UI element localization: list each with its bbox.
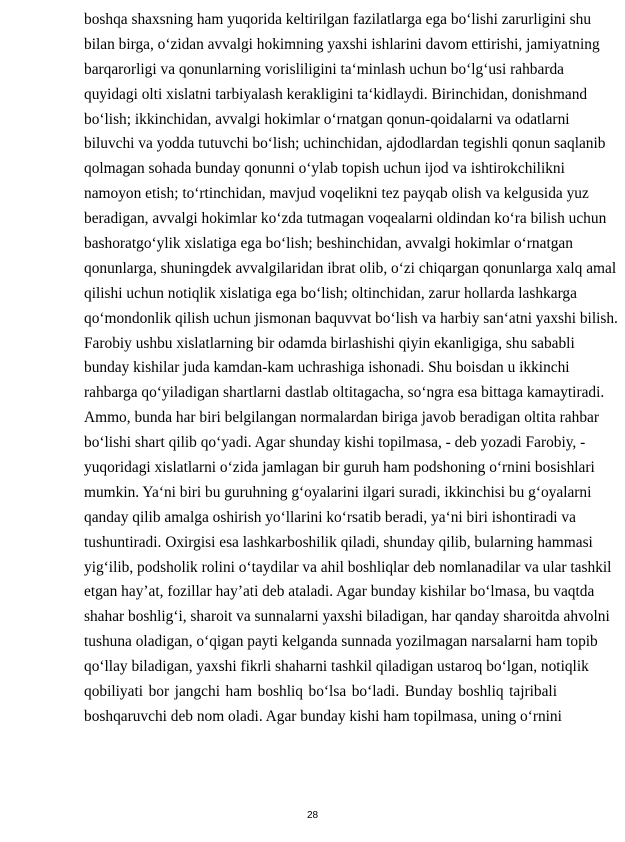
text-line: qo‘mondonlik qilish uchun jismonan baquvvat bo‘lish va harbiy san‘atni yaxshi bilish. — [84, 309, 618, 327]
text-line: qanday qilib amalga oshirish yo‘llarini ko‘rsatib beradi, ya‘ni biri ishontiradi va — [84, 508, 576, 526]
text-line: bilan birga, o‘zidan avvalgi hokimning yaxshi ishlarini davom ettirishi, jamiyatning — [84, 35, 600, 53]
text-line: tushuntiradi. Oxirgisi esa lashkarboshilik qiladi, shunday qilib, bularning hammasi — [84, 533, 593, 551]
text-line: qolmagan sohada bunday qonunni o‘ylab topish uchun ijod va ishtirokchilikni — [84, 160, 565, 178]
text-line: qo‘llay biladigan, yaxshi fikrli shaharni tashkil qiladigan ustaroq bo‘lgan, notiqlik — [84, 658, 589, 676]
text-line: boshqa shaxsning ham yuqorida keltirilgan fazilatlarga ega bo‘lishi zarurligini shu — [84, 11, 592, 28]
text-line: yig‘ilib, podsholik rolini o‘taydilar va ahil boshliqlar deb nomlanadilar va ular tashkil — [84, 558, 612, 576]
text-line: beradigan, avvalgi hokimlar ko‘zda tutmagan voqealarni oldindan ko‘ra bilish uchun — [84, 210, 607, 228]
page-number: 28 — [306, 810, 319, 821]
text-line: qobiliyati bor jangchi ham boshliq bo‘lsa bo‘ladi. Bunday boshliq tajribali — [84, 683, 557, 701]
text-line: bo‘lishi shart qilib qo‘yadi. Agar shunday kishi topilmasa, - deb yozadi Farobiy, - — [84, 434, 586, 452]
text-line: Farobiy ushbu xislatlarning bir odamda birlashishi qiyin ekanligiga, shu sababli — [84, 334, 575, 352]
text-line: yuqoridagi xislatlarni o‘zida jamlagan bir guruh ham podshoning o‘rnini bosishlari — [84, 459, 595, 477]
text-line: mumkin. Ya‘ni biri bu guruhning g‘oyalarini ilgari suradi, ikkinchisi bu g‘oyalarni — [84, 483, 592, 501]
text-line: bunday kishilar juda kamdan-kam uchrashiga ishonadi. Shu boisdan u ikkinchi — [84, 359, 570, 377]
text-line: namoyon etish; to‘rtinchidan, mavjud voqelikni tez payqab olish va kelgusida yuz — [84, 185, 589, 203]
text-line: Ammo, bunda har biri belgilangan normalardan biriga javob beradigan oltita rahbar — [84, 409, 599, 427]
text-line: etgan hay’at, fozillar hay’ati deb ataladi. Agar bunday kishilar bo‘lmasa, bu vaqtda — [84, 583, 595, 601]
text-line: qilishi uchun notiqlik xislatiga ega bo‘lish; oltinchidan, zarur hollarda lashkarga — [84, 284, 577, 302]
text-line: boshqaruvchi deb nom oladi. Agar bunday kishi ham topilmasa, uning o‘rnini — [84, 707, 562, 725]
text-line: qonunlarga, shuningdek avvalgilaridan ibrat olib, o‘zi chiqargan qonunlarga xalq amal — [84, 259, 617, 277]
text-line: biluvchi va yodda tutuvchi bo‘lish; uchinchidan, ajdodlardan tegishli qonun saqlanib — [84, 135, 606, 153]
text-line: rahbarga qo‘yiladigan shartlarni dastlab oltitagacha, so‘ngra esa bittaga kamaytiradi. — [84, 384, 605, 402]
text-line: tushuna oladigan, o‘qigan payti kelganda sunnada yozilmagan narsalarni ham topib — [84, 633, 598, 651]
text-line: bo‘lish; ikkinchidan, avvalgi hokimlar o‘rnatgan qonun-qoidalarni va odatlarni — [84, 110, 570, 128]
body-text — [84, 8, 618, 730]
text-line: quyidagi olti xislatni tarbiyalash kerakligini ta‘kidlaydi. Birinchidan, donishmand — [84, 85, 588, 103]
text-line: barqarorligi va qonunlarning vorisliligini ta‘minlash uchun bo‘lg‘usi rahbarda — [84, 60, 564, 78]
text-line: shahar boshlig‘i, sharoit va sunnalarni yaxshi biladigan, har qanday sharoitda ahvolni — [84, 608, 610, 626]
text-line: bashoratgo‘ylik xislatiga ega bo‘lish; beshinchidan, avvalgi hokimlar o‘rnatgan — [84, 235, 573, 253]
